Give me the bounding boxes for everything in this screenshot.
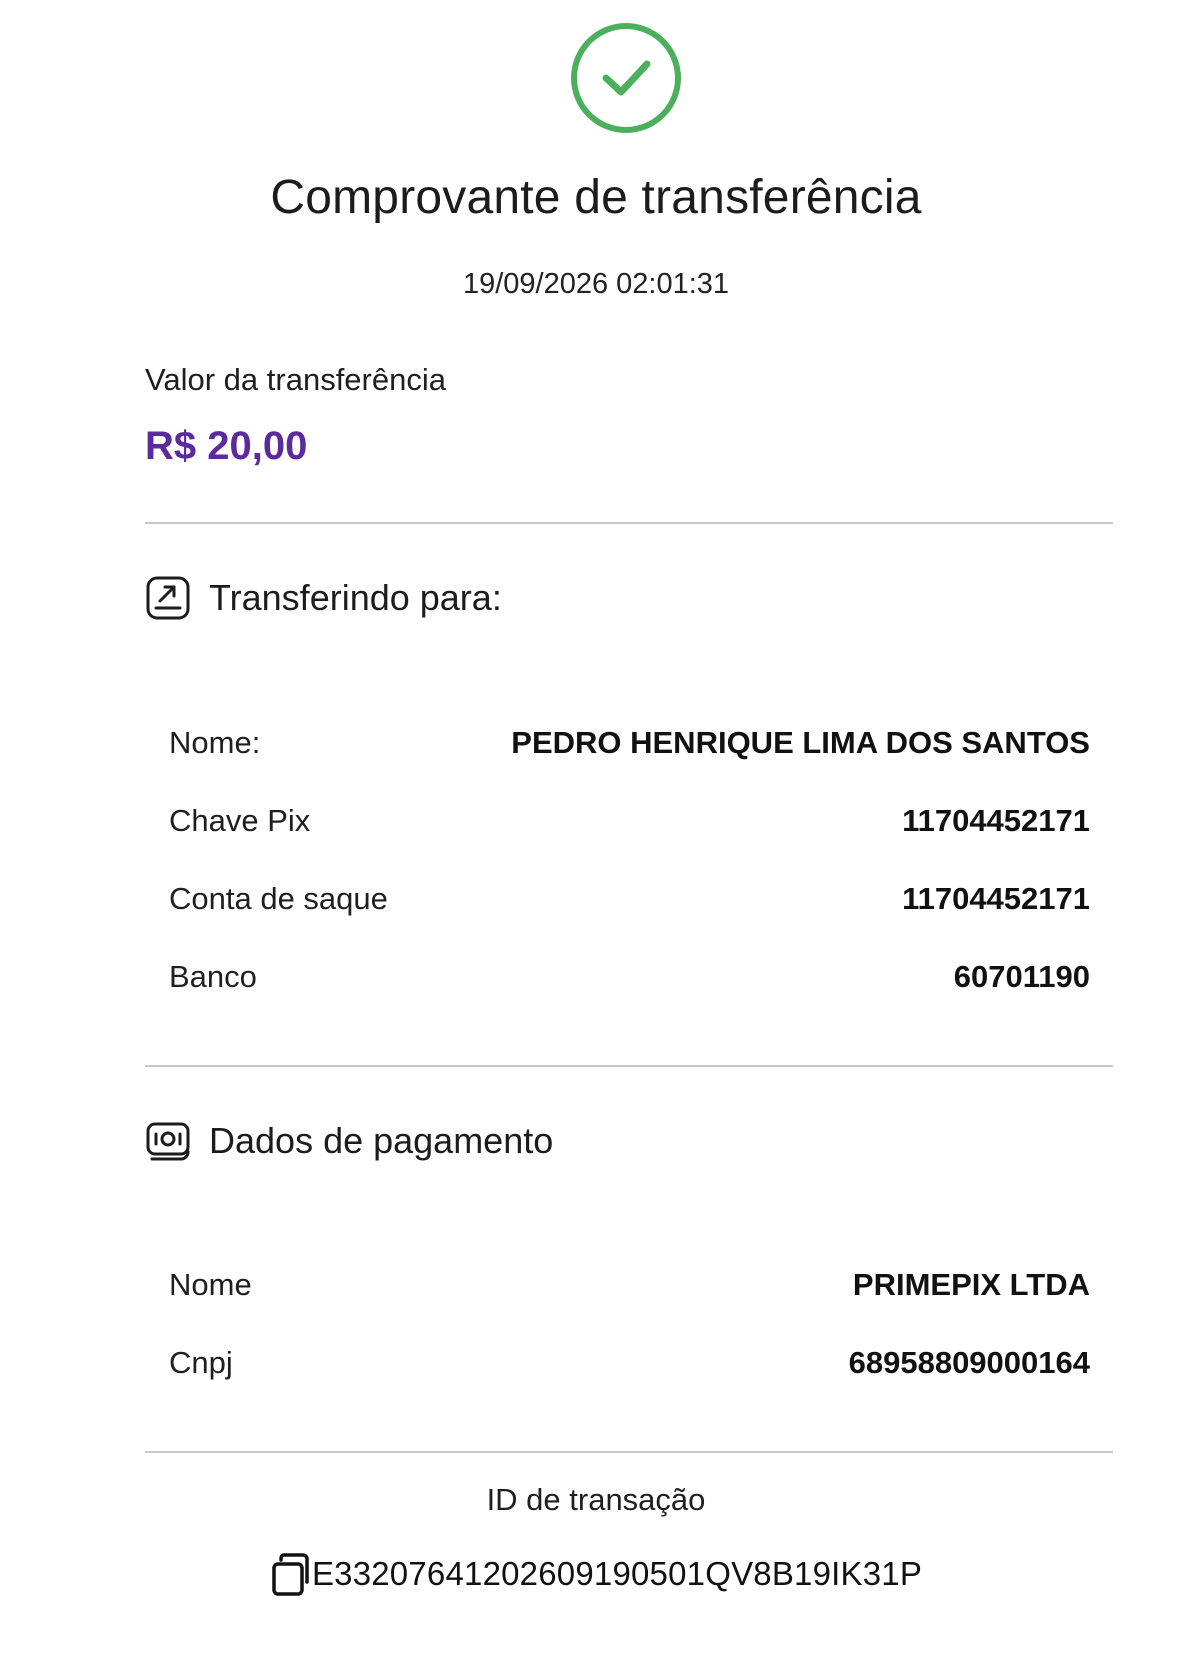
transfer-datetime: 19/09/2026 02:01:31 xyxy=(462,268,730,300)
payer-section-header xyxy=(145,1116,553,1166)
payer-row-name xyxy=(169,1265,1090,1305)
recipient-section-header xyxy=(145,573,502,623)
row-value: 68958809000164 xyxy=(848,1345,1090,1380)
recipient-section-title: Transferindo para: xyxy=(209,577,502,618)
amount-value: R$ 20,00 xyxy=(145,424,308,468)
row-value: PEDRO HENRIQUE LIMA DOS SANTOS xyxy=(511,725,1090,760)
row-label: Banco xyxy=(169,959,257,994)
payer-section-title: Dados de pagamento xyxy=(209,1120,554,1161)
money-bill-icon xyxy=(145,1118,191,1164)
recipient-row-name xyxy=(169,723,1090,763)
copy-transaction-id-button[interactable] xyxy=(0,1552,1192,1596)
divider xyxy=(145,1065,1113,1067)
payer-row-cnpj xyxy=(169,1343,1090,1383)
row-label: Nome: xyxy=(169,725,261,760)
row-label: Cnpj xyxy=(169,1345,233,1380)
row-value: PRIMEPIX LTDA xyxy=(852,1267,1090,1302)
row-value: 11704452171 xyxy=(902,881,1090,916)
recipient-row-account xyxy=(169,879,1090,919)
divider xyxy=(145,1451,1113,1453)
transfer-out-icon xyxy=(145,575,191,621)
row-value: 11704452171 xyxy=(902,803,1090,838)
divider xyxy=(145,522,1113,524)
recipient-row-pix-key xyxy=(169,801,1090,841)
row-label: Chave Pix xyxy=(169,803,311,838)
row-label: Nome xyxy=(169,1267,252,1302)
amount-label: Valor da transferência xyxy=(145,362,446,397)
row-value: 60701190 xyxy=(953,959,1090,994)
transaction-id-label: ID de transação xyxy=(486,1482,706,1517)
copy-icon[interactable] xyxy=(270,1552,310,1596)
row-label: Conta de saque xyxy=(169,881,388,916)
check-circle-icon xyxy=(568,20,684,136)
recipient-row-bank xyxy=(169,957,1090,997)
transaction-id[interactable]: E33207641202609190501QV8B19IK31P xyxy=(311,1555,923,1592)
page-title: Comprovante de transferência xyxy=(270,171,922,224)
